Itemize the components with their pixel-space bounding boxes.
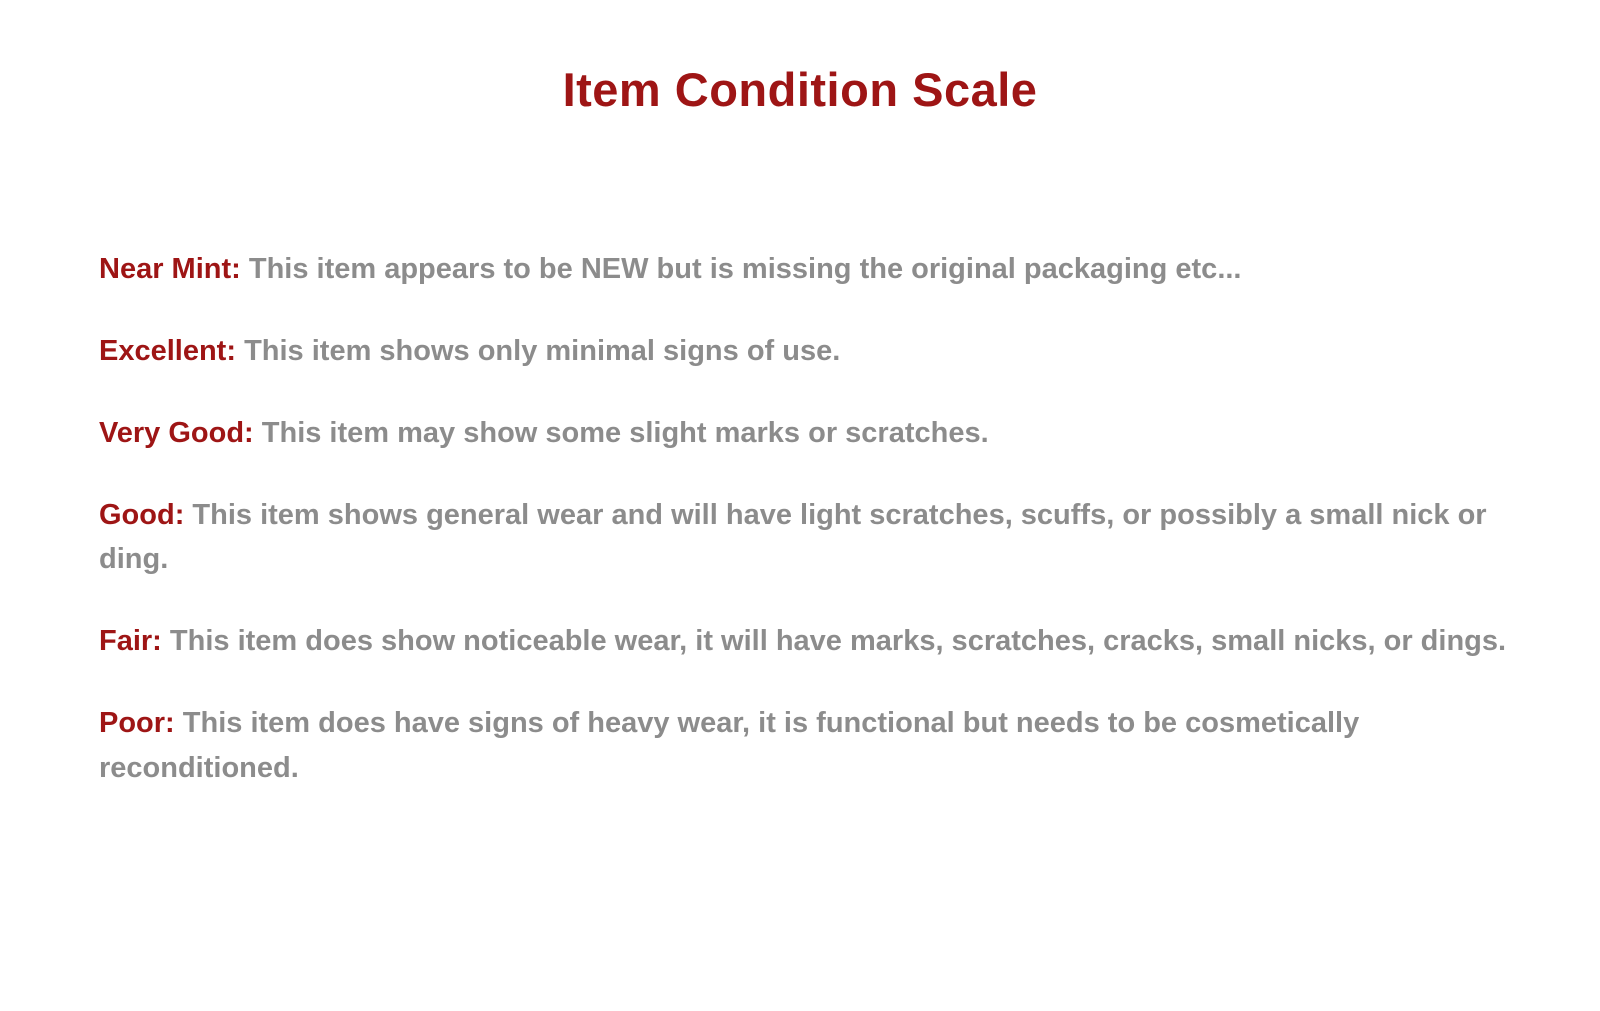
- condition-row-poor: [99, 701, 1510, 789]
- condition-label: Near Mint:: [99, 253, 241, 285]
- condition-label: Excellent:: [99, 335, 236, 368]
- condition-description: This item does show noticeable wear, it will have marks, scratches, cracks, small nicks, or dings.: [169, 625, 1507, 658]
- condition-description: This item does have signs of heavy wear, it is functional but needs to be cosmetically reconditioned.: [99, 707, 1360, 784]
- condition-row-excellent: [99, 329, 1510, 373]
- page-title: Item Condition Scale: [562, 63, 1038, 116]
- condition-description: This item appears to be NEW but is missing the original packaging etc...: [248, 253, 1242, 285]
- condition-description: This item shows general wear and will have light scratches, scuffs, or possibly a small nick or ding.: [99, 499, 1487, 576]
- condition-label: Fair:: [99, 625, 162, 658]
- condition-list: [0, 117, 1600, 790]
- condition-label: Good:: [99, 499, 185, 532]
- condition-label: Very Good:: [99, 417, 254, 450]
- condition-row-very-good: [99, 411, 1510, 455]
- condition-row-fair: [99, 619, 1510, 663]
- condition-label: Poor:: [99, 707, 175, 740]
- condition-row-near-mint: [99, 247, 1510, 291]
- condition-description: This item shows only minimal signs of use.: [244, 335, 841, 368]
- condition-row-good: [99, 493, 1510, 581]
- condition-description: This item may show some slight marks or scratches.: [261, 417, 989, 450]
